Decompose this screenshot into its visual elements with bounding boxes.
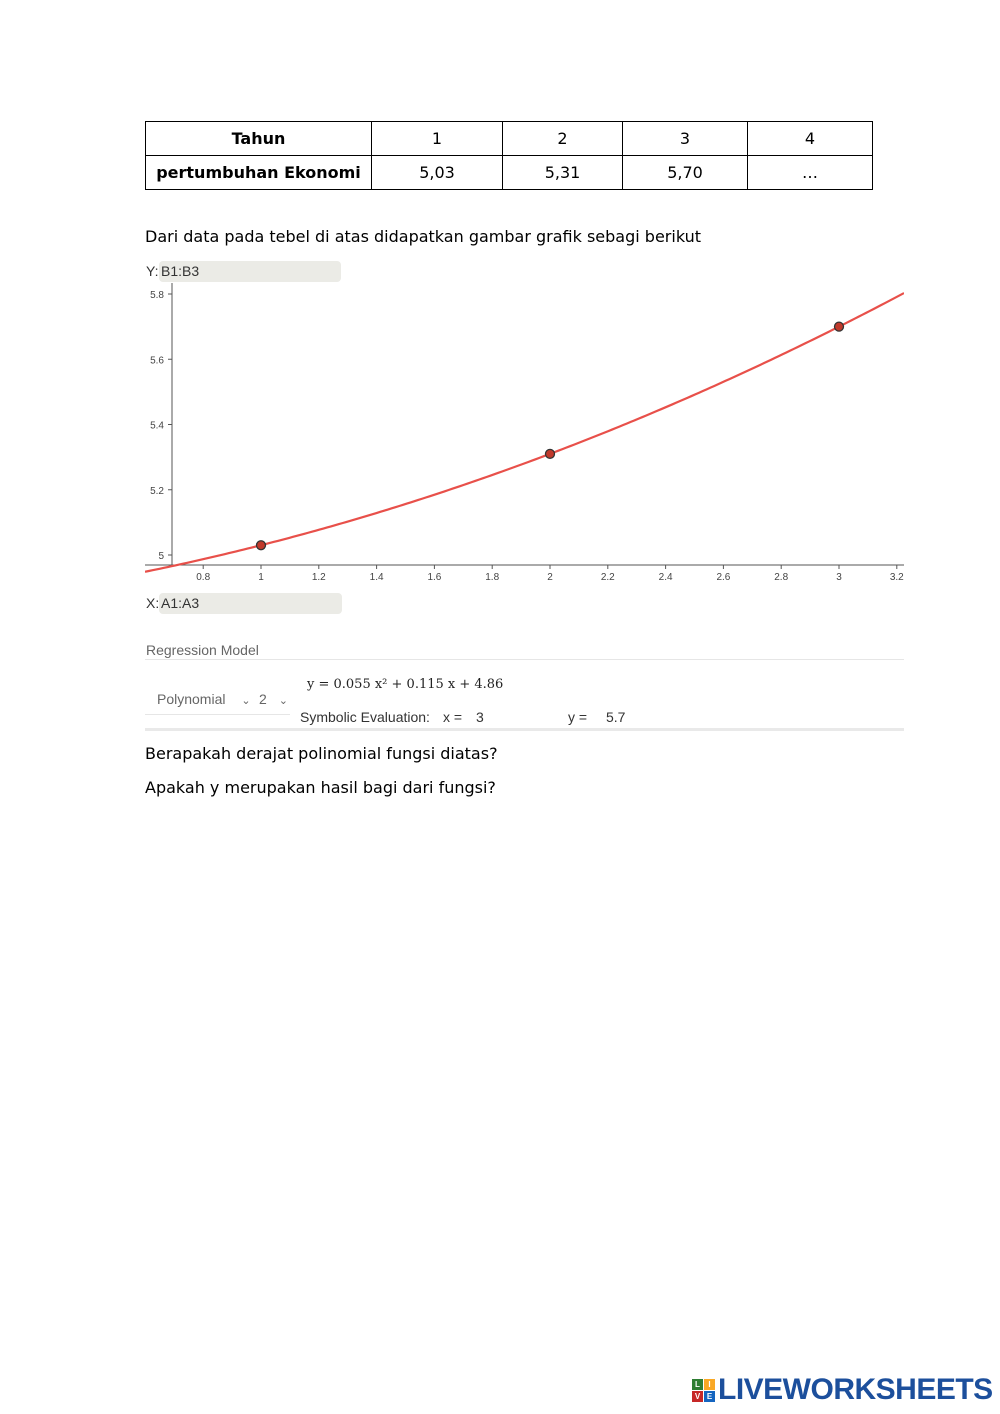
table-cell: 5,31 [503, 156, 623, 190]
liveworksheets-logo [692, 1373, 993, 1406]
x-tick-label: 1.6 [427, 572, 442, 583]
divider [145, 728, 904, 731]
x-tick-label: 2.8 [774, 572, 789, 583]
y-tick-label: 5.4 [150, 420, 164, 432]
model-select[interactable] [157, 691, 251, 707]
divider [145, 659, 904, 660]
x-range-input[interactable]: A1:A3 [159, 593, 342, 614]
y-tick-label: 5 [158, 551, 164, 562]
regression-equation: y = 0.055 x² + 0.115 x + 4.86 [307, 677, 504, 692]
x-tick-label: 2.2 [600, 572, 615, 583]
x-tick-label: 3 [836, 572, 842, 583]
x-tick-label: 1.2 [311, 572, 326, 583]
degree-select[interactable] [259, 691, 288, 707]
y-eval-label: y = [568, 709, 588, 725]
table-row [146, 122, 873, 156]
table-cell: 3 [623, 122, 748, 156]
table-cell: … [748, 156, 873, 190]
regression-curve [145, 293, 904, 572]
brand-icon-square: V [692, 1391, 703, 1402]
x-eval-label: x = [443, 709, 463, 725]
x-tick-label: 0.8 [196, 572, 211, 583]
regression-panel [145, 258, 904, 732]
x-eval-input[interactable]: 3 [476, 709, 484, 725]
x-tick-label: 1.4 [369, 572, 384, 583]
brand-icon-square: E [704, 1391, 715, 1402]
x-tick-label: 2.4 [658, 572, 673, 583]
brand-name: LIVEWORKSHEETS [718, 1373, 993, 1406]
brand-icon-square: L [692, 1379, 703, 1390]
table-cell: 2 [503, 122, 623, 156]
brand-icon [692, 1379, 715, 1402]
x-tick-label: 3.2 [889, 572, 904, 583]
x-range-label: X: [146, 595, 160, 611]
x-tick-label: 2.6 [716, 572, 731, 583]
divider [145, 714, 290, 715]
table-cell: 1 [372, 122, 503, 156]
brand-icon-square: I [704, 1379, 715, 1390]
question-2: Apakah y merupakan hasil bagi dari fungsi? [145, 778, 496, 797]
regression-model-title: Regression Model [146, 642, 259, 658]
table-cell: 4 [748, 122, 873, 156]
degree-select-value: 2 [259, 691, 267, 707]
table-cell: 5,03 [372, 156, 503, 190]
y-tick-label: 5.2 [150, 485, 164, 497]
data-table [145, 121, 873, 190]
regression-chart [145, 280, 904, 600]
x-tick-label: 1.8 [485, 572, 500, 583]
model-select-value: Polynomial [157, 691, 226, 707]
symbolic-evaluation-label: Symbolic Evaluation: [300, 709, 430, 725]
intro-text: Dari data pada tebel di atas didapatkan gambar grafik sebagi berikut [145, 227, 701, 246]
data-point [257, 541, 266, 550]
x-tick-label: 2 [547, 572, 553, 583]
chevron-down-icon: ⌄ [241, 695, 251, 707]
table-cell: 5,70 [623, 156, 748, 190]
x-tick-label: 1 [258, 572, 264, 583]
y-tick-label: 5.8 [150, 290, 164, 301]
table-header-cell: Tahun [146, 122, 372, 156]
table-header-cell: pertumbuhan Ekonomi [146, 156, 372, 190]
chevron-down-icon: ⌄ [278, 695, 288, 707]
question-1: Berapakah derajat polinomial fungsi diatas? [145, 744, 498, 763]
y-range-label: Y: [146, 263, 159, 279]
y-eval-output: 5.7 [606, 709, 626, 725]
y-range-input[interactable]: B1:B3 [159, 261, 341, 282]
data-point [835, 322, 844, 331]
data-point [546, 449, 555, 458]
table-row [146, 156, 873, 190]
y-tick-label: 5.6 [150, 355, 164, 367]
